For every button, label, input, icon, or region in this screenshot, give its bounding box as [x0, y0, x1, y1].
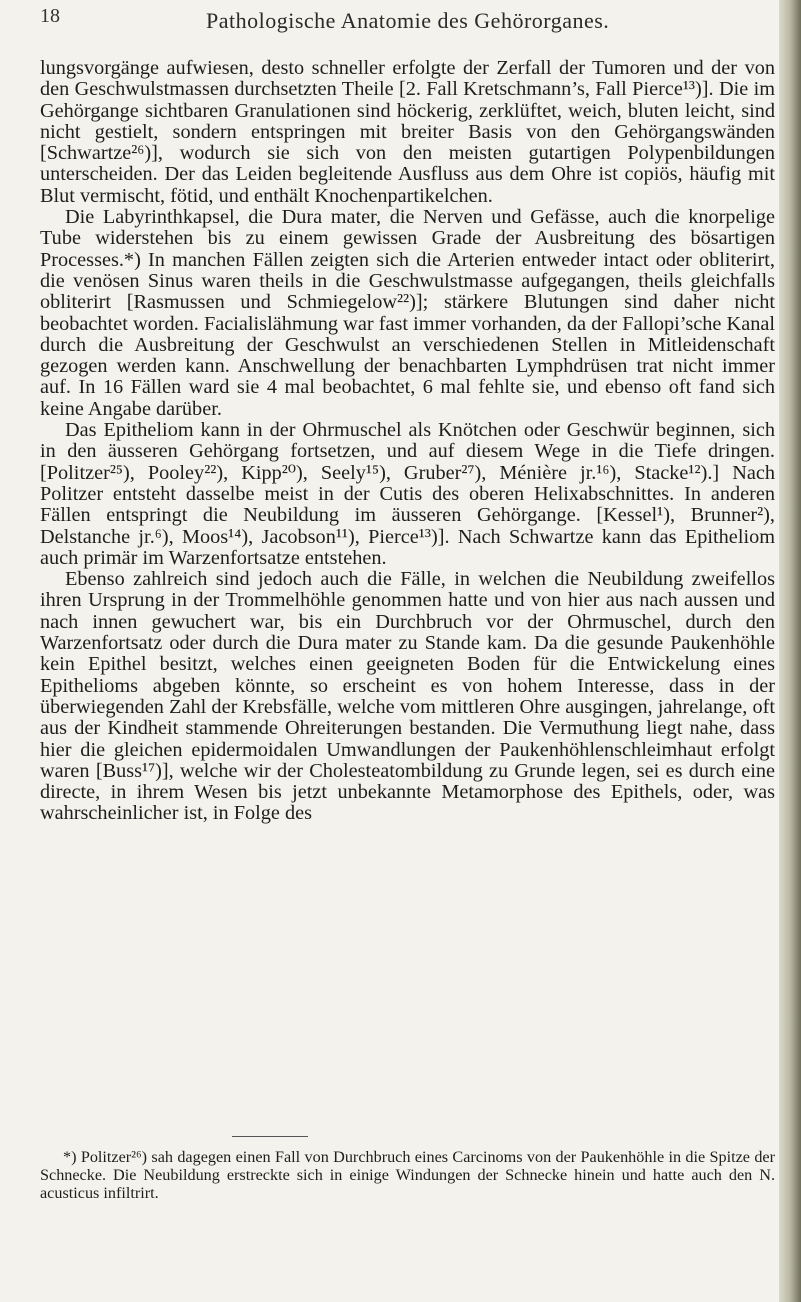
paragraph: Ebenso zahlreich sind jedoch auch die Fälle, in welchen die Neubildung zweifellos ihren Ursprung in der Trommelhöhle genommen hatte und von hier aus nach aussen und nach innen gewuchert war, bis ein Durchbruch vor der Ohrmuschel, durch den Warzenfortsatz oder durch die Dura mater zu Stande kam. Da die gesunde Paukenhöhle kein Epithel besitzt, welches einen geeigneten Boden für die Entwickelung eines Epithelioms abgeben könnte, so erscheint es von hohem Interesse, dass in der überwiegenden Zahl der Krebsfälle, welche vom mittleren Ohre ausgingen, jahrelange, oft aus der Kindheit stammende Ohreiterungen bestanden. Die Vermuthung liegt nahe, dass hier die gleichen epidermoidalen Umwandlungen der Paukenhöhlenschleimhaut erfolgt waren [Buss¹⁷)], welche wir der Cholesteatombildung zu Grunde legen, sei es durch eine directe, in ihrem Wesen bis jetzt unbekannte Metamorphose des Epithels, oder, was wahrscheinlicher ist, in Folge des: [40, 568, 775, 825]
page-edge-shadow: [779, 0, 801, 1302]
footnote-rule: [232, 1136, 308, 1137]
paragraph: Das Epitheliom kann in der Ohrmuschel als Knötchen oder Geschwür beginnen, sich in den äusseren Gehörgang fortsetzen, und auf diesem Wege in die Tiefe dringen. [Politzer²⁵), Pooley²²), Kipp²⁰), Seely¹⁵), Gruber²⁷), Ménière jr.¹⁶), Stacke¹²).] Nach Politzer entsteht dasselbe meist in der Cutis des oberen Helixabschnittes. In anderen Fällen entspringt die Neubildung im äusseren Gehörgange. [Kessel¹), Brunner²), Delstanche jr.⁶), Moos¹⁴), Jacobson¹¹), Pierce¹³)]. Nach Schwartze kann das Epitheliom auch primär im Warzenfortsatze entstehen.: [40, 419, 775, 569]
paragraph: Die Labyrinthkapsel, die Dura mater, die Nerven und Gefässe, auch die knorpelige Tube widerstehen bis zu einem gewissen Grade der Ausbreitung des bösartigen Processes.*) In manchen Fällen zeigten sich die Arterien entweder intact oder obliterirt, die venösen Sinus waren theils in die Geschwulstmasse aufgegangen, theils gleichfalls obliterirt [Rasmussen und Schmiegelow²²)]; stärkere Blutungen sind daher nicht beobachtet worden. Facialislähmung war fast immer vorhanden, da der Fallopi’sche Kanal durch die Ausbreitung der Geschwulst an verschiedenen Stellen in Mitleidenschaft gezogen werden kann. Anschwellung der benachbarten Lymphdrüsen trat nicht immer auf. In 16 Fällen ward sie 4 mal beobachtet, 6 mal fehlte sie, und ebenso oft fand sich keine Angabe darüber.: [40, 206, 775, 420]
running-title: Pathologische Anatomie des Gehörorganes.: [206, 8, 610, 33]
page-number: 18: [40, 5, 60, 27]
body-text: [40, 58, 775, 825]
footnote-text: *) Politzer²⁶) sah dagegen einen Fall von Durchbruch eines Carcinoms von der Paukenhöhle in die Spitze der Schnecke. Die Neubildung erstreckte sich in einige Windungen der Schnecke hinein und hatte auch den N. acusticus infiltrirt.: [40, 1148, 775, 1202]
footnote: [40, 1148, 775, 1202]
paragraph: lungsvorgänge aufwiesen, desto schneller erfolgte der Zerfall der Tumoren und der von den Geschwulstmassen durchsetzten Theile [2. Fall Kretschmann’s, Fall Pierce¹³)]. Die im Gehörgange sichtbaren Granulationen sind höckerig, zerklüftet, weich, bluten leicht, sind nicht gestielt, sondern entspringen mit breiter Basis von den Gehörgangswänden [Schwartze²⁶)], wodurch sie sich von den meisten gutartigen Polypenbildungen unterscheiden. Der das Leiden begleitende Ausfluss aus dem Ohre ist copiös, häufig mit Blut vermischt, fötid, und enthält Knochenpartikelchen.: [40, 57, 775, 207]
